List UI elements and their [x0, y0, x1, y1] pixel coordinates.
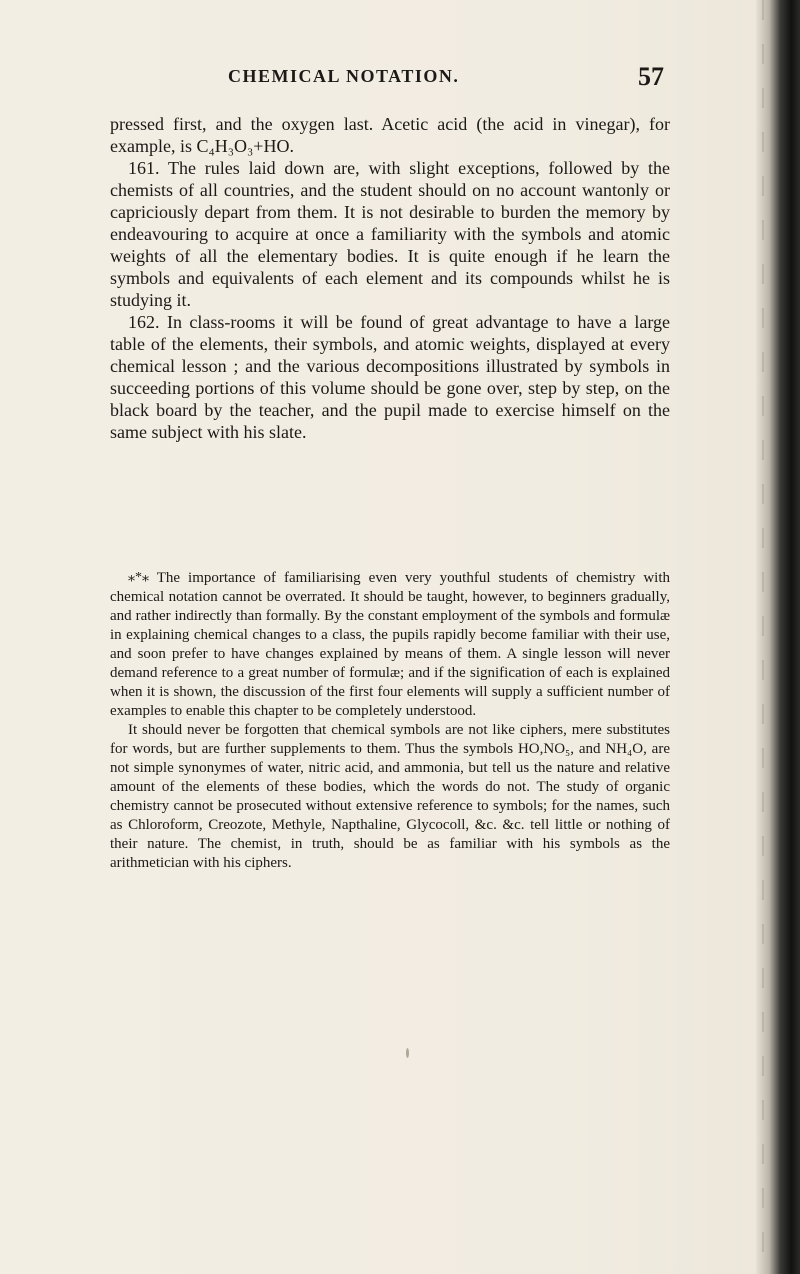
footnote: [110, 568, 670, 873]
paragraph-162: 162. In class-rooms it will be found of great advantage to have a large table of the elements, their symbols, and atomic weights, displayed at every chemical lesson ; and the various decompositions illustrated by symbols in succeeding portions of this volume should be gone over, step by step, on the black board by the teacher, and the pupil made to exercise himself on the same subject with his slate.: [110, 312, 670, 442]
page-number: 57: [638, 62, 664, 91]
main-text: [110, 113, 670, 443]
paragraph-161: 161. The rules laid down are, with slight exceptions, followed by the chemists of all countries, and the student should on no account wantonly or capriciously depart from them. It is not desirable to burden the memory by endeavouring to acquire at once a familiarity with the symbols and atomic weights of all the elementary bodies. It is quite enough if he learn the symbols and equivalents of each element and its compounds whilst he is studying it.: [110, 158, 670, 310]
footnote-paragraph-2: It should never be forgotten that chemical symbols are not like ciphers, mere substitutes for words, but are further supplements to them. Thus the symbols HO,NO₅, and NH₄O, are not simple synonymes of water, nitric acid, and ammonia, but tell us the nature and relative amount of the elements of these bodies, which the words do not. The study of organic chemistry cannot be prosecuted without extensive reference to symbols; for the names, such as Chloroform, Creozote, Methyle, Napthaline, Glycocoll, &c. &c. tell little or nothing of their nature. The chemist, in truth, should be as familiar with his symbols as the arithmetician with his ciphers.: [110, 722, 670, 871]
footnote-paragraph-1-text: The importance of familiarising even very youthful students of chemistry with chemical notation cannot be overrated. It should be taught, however, to beginners gradually, and rather indirectly than formally. By the constant employment of the symbols and formulæ in explaining chemical changes to a class, the pupils rapidly become familiar with their use, and soon prefer to have changes explained by means of them. A single lesson will never demand reference to a great number of formulæ; and if the signification of each is explained when it is shown, the discussion of the first four elements will supply a sufficient number of examples to enable this chapter to be completely understood.: [110, 570, 670, 719]
paragraph-continuation: pressed first, and the oxygen last. Acetic acid (the acid in vinegar), for example, is C₄H₃O₃+HO.: [110, 114, 670, 156]
page-header: [110, 62, 670, 106]
running-title: CHEMICAL NOTATION.: [228, 66, 460, 86]
ink-smudge: [406, 1048, 409, 1058]
book-binding-edge: [756, 0, 800, 1274]
footnote-paragraph-1: [110, 568, 670, 721]
asterism-icon: ⁎*⁎: [128, 570, 149, 585]
